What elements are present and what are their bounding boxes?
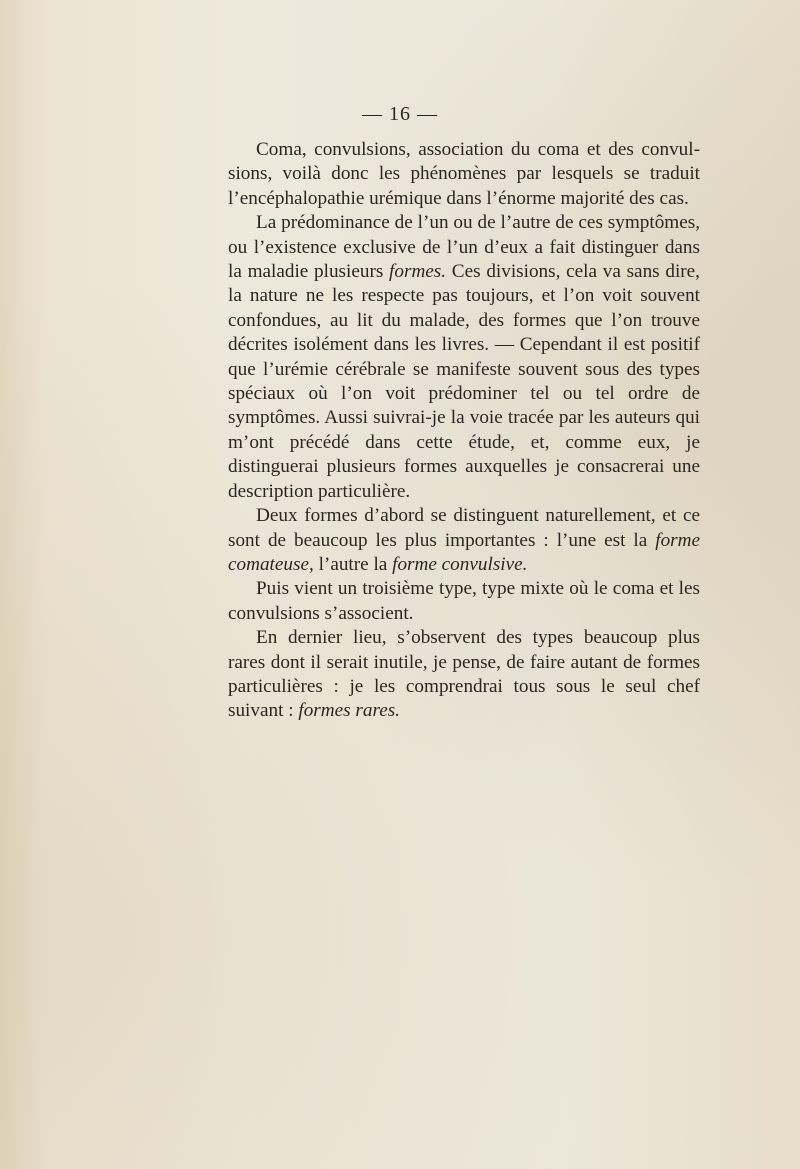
text-run: Puis vient un troisième type, type mixte où le coma et les convulsions s’associent. (228, 578, 700, 624)
paragraph (228, 626, 700, 724)
page-number: — 16 — (362, 103, 438, 125)
italic-term: forme convulsive. (392, 553, 528, 575)
text-run: Deux formes d’abord se distinguent naturellement, et ce sont de beaucoup les plus importantes : l’une est la (228, 505, 700, 551)
text-run: Ces divisions, cela va sans dire, la nature ne les respecte pas toujours, et l’on voit souvent confondues, au lit du malade, des formes que l’on trouve décrites isolément dans les livres. — Cependant il est positif que l’urémie cérébrale se manifeste souvent sous des types spéciaux où l’on voit prédominer tel ou tel ordre de symptômes. Aussi suivrai-je la voie tracée par les auteurs qui m’ont précédé dans cette étude, et, comme eux, je distinguerai plusieurs formes auxquelles je consacrerai une description particulière. (228, 261, 700, 502)
italic-term: formes rares. (298, 700, 400, 722)
paragraph (228, 504, 700, 577)
paragraph (228, 211, 700, 504)
italic-term: forme comateuse (228, 529, 700, 575)
text-run: Coma, convulsions, association du coma et des convulsions, voilà donc les phénomènes par lesquels se traduit l’encéphalopathie urémique dans l’énorme majorité des cas. (228, 139, 700, 209)
body-text (228, 138, 700, 724)
text-run: , l’autre la (309, 553, 393, 575)
text-run: En dernier lieu, s’observent des types beaucoup plus rares dont il serait inutile, je pense, de faire autant de formes particulières : je les comprendrai tous sous le seul chef suivant : (228, 627, 700, 722)
text-run: La prédominance de l’un ou de l’autre de ces symptômes, ou l’existence exclusive de l’un d’eux a fait distinguer dans la maladie plusieurs (228, 212, 700, 283)
paragraph (228, 138, 700, 211)
paragraph (228, 577, 700, 626)
italic-term: formes. (389, 261, 447, 283)
